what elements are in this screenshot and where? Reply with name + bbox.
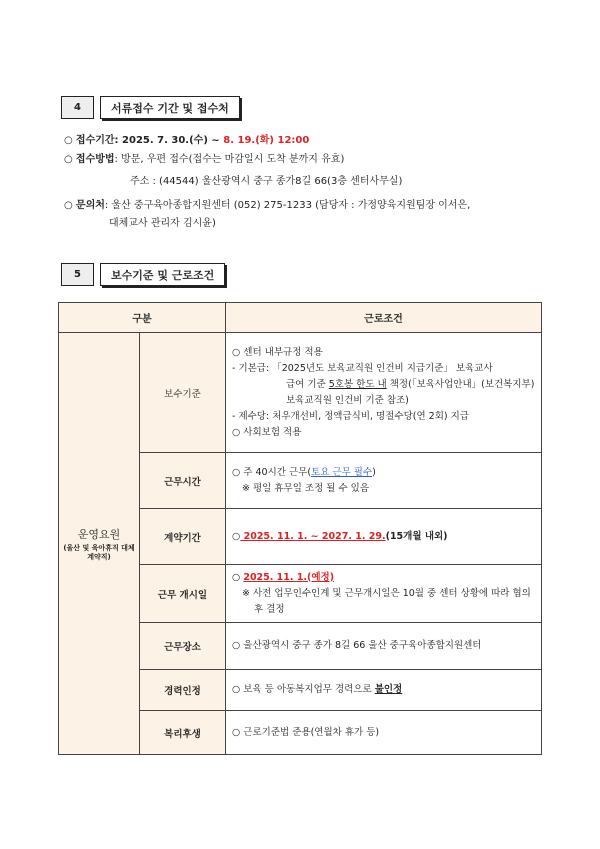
contact-line: ○ 문의처: 울산 중구육아종합지원센터 (052) 275-1233 (담당자 : 가정양육지원팀장 이서은, bbox=[64, 200, 471, 211]
content-cell: ○ 울산광역시 중구 종가 8길 66 울산 중구육아종합지원센터 bbox=[226, 623, 542, 670]
section5-header bbox=[61, 263, 225, 286]
content-line: 급여 기준 5호봉 한도 내 책정(「보육사업안내」(보건복지부) bbox=[286, 378, 535, 390]
contact-value: : 울산 중구육아종합지원센터 (052) 275-1233 (담당자 : 가정양육지원팀장 이서은, bbox=[104, 200, 471, 211]
category-cell: 근무장소 bbox=[140, 623, 226, 670]
contact-line2: 대체교사 관리자 김시윤) bbox=[109, 218, 216, 229]
content-line: ○ 센터 내부규정 적용 bbox=[232, 346, 323, 358]
contract-period: 2025. 11. 1. ~ 2027. 1. 29. bbox=[240, 530, 386, 542]
period-start: 2025. 7. 30.(수) ~ bbox=[122, 135, 224, 146]
period-label: 접수기간 bbox=[75, 135, 115, 146]
period-end: 8. 19.(화) 12:00 bbox=[223, 135, 310, 146]
content-line: ※ 평일 휴무일 조정 될 수 있음 bbox=[242, 482, 370, 494]
content-line: ※ 사전 업무인수인계 및 근무개시일은 10월 중 센터 상황에 따라 협의 bbox=[242, 587, 531, 599]
content-line: ○ 사회보험 적용 bbox=[232, 426, 302, 438]
group-sub: (울산 및 육아휴직 대체 계약직) bbox=[63, 543, 135, 561]
group-cell bbox=[59, 333, 140, 755]
category-cell: 근무시간 bbox=[140, 453, 226, 509]
section4-number: 4 bbox=[61, 96, 94, 119]
period-line: ○ 접수기간: 2025. 7. 30.(수) ~ 8. 19.(화) 12:00 bbox=[64, 135, 310, 146]
content-line: 후 결정 bbox=[254, 603, 285, 615]
start-date: 2025. 11. 1.(예정) bbox=[243, 571, 335, 583]
section4-header bbox=[61, 96, 240, 119]
method-value: : 방문, 우편 접수(접수는 마감일시 도착 분까지 유효) bbox=[114, 154, 345, 165]
section5-number: 5 bbox=[61, 263, 94, 286]
category-cell: 근무 개시일 bbox=[140, 565, 226, 623]
content-line: ○ 주 40시간 근무(토요 근무 필수) bbox=[232, 466, 376, 478]
content-line: ○ 2025. 11. 1. ~ 2027. 1. 29.(15개월 내외) bbox=[232, 530, 448, 542]
not-recognized: 불인정 bbox=[374, 684, 403, 695]
content-line: - 제수당: 처우개선비, 정액급식비, 명절수당(연 2회) 지급 bbox=[232, 410, 469, 422]
method-line: ○ 접수방법: 방문, 우편 접수(접수는 마감일시 도착 분까지 유효) bbox=[64, 154, 345, 165]
address-line: 주소 : (44544) 울산광역시 중구 종가8길 66(3층 센터사무실) bbox=[130, 176, 403, 187]
category-cell: 계약기간 bbox=[140, 509, 226, 565]
content-cell bbox=[226, 333, 542, 453]
content-cell bbox=[226, 509, 542, 565]
header-category: 구분 bbox=[59, 303, 226, 333]
table-header-row bbox=[59, 303, 542, 333]
salary-limit: 5호봉 한도 내 bbox=[328, 378, 387, 390]
content-line: - 기본급: 「2025년도 보육교직원 인건비 지급기준」 보육교사 bbox=[232, 362, 493, 374]
table-row bbox=[59, 333, 542, 453]
content-line: 보육교직원 인건비 기준 참조) bbox=[286, 394, 409, 406]
content-cell bbox=[226, 453, 542, 509]
saturday-work: 토요 근무 필수 bbox=[311, 466, 373, 478]
content-line: ○ 2025. 11. 1.(예정) bbox=[232, 571, 335, 583]
category-cell: 보수기준 bbox=[140, 333, 226, 453]
content-cell: ○ 근로기준법 준용(연월차 휴가 등) bbox=[226, 711, 542, 755]
header-conditions: 근로조건 bbox=[226, 303, 542, 333]
group-label: 운영요원 bbox=[77, 527, 121, 541]
content-cell: ○ 보육 등 아동복지업무 경력으로 불인정 bbox=[226, 670, 542, 711]
content-cell bbox=[226, 565, 542, 623]
method-label: 접수방법 bbox=[75, 154, 115, 165]
contact-label: 문의처 bbox=[75, 200, 105, 211]
section5-title: 보수기준 및 근로조건 bbox=[100, 263, 225, 286]
section4-title: 서류접수 기간 및 접수처 bbox=[100, 96, 240, 119]
category-cell: 복리후생 bbox=[140, 711, 226, 755]
category-cell: 경력인정 bbox=[140, 670, 226, 711]
conditions-table bbox=[58, 302, 542, 755]
